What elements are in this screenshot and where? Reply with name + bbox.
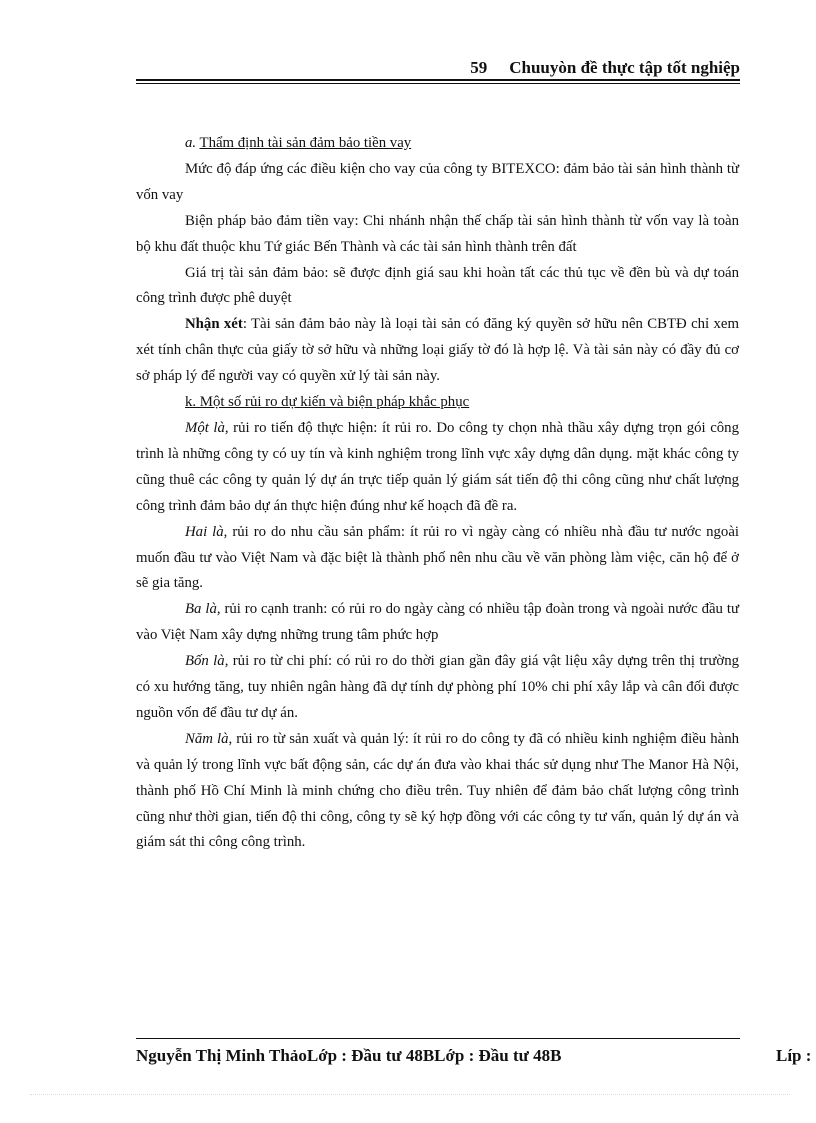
risk-label: Năm là (185, 730, 229, 747)
risk-text: , rủi ro từ chi phí: có rủi ro do thời gian gần đây giá vật liệu xây dựng trên thị trường có xu hướng tăng, tuy nhiên ngân hàng đã dự tính dự phòng phí 10% chi phí xây lắp và cân đối được nguồn vốn để đầu tư dự án. (136, 653, 740, 721)
risk-paragraph (136, 597, 739, 649)
risk-text: , rủi ro từ sản xuất và quản lý: ít rủi ro do công ty đã có nhiều kinh nghiệm điều hành và quản lý trong lĩnh vực bất động sản, các dự án đưa vào khai thác sử dụng như The Manor Hà Nội, thành phố Hồ Chí Minh là minh chứng cho điều trên. Tuy nhiên để đảm bảo chất lượng công trình cũng như thời gian, tiến độ thi công, công ty sẽ ký hợp đồng với các công ty tư vấn, quản lý dự án và giám sát thi công công trình. (136, 730, 739, 851)
footer-right-text: Líp : (776, 1046, 812, 1065)
risk-paragraph (136, 416, 739, 520)
risk-label: Ba là (185, 601, 217, 618)
risk-label: Bốn là (185, 653, 225, 670)
paragraph: Biện pháp bảo đảm tiền vay: Chi nhánh nhận thế chấp tài sản hình thành từ vốn vay là toàn bộ khu đất thuộc khu Tứ giác Bến Thành và các tài sản hình thành trên đất (136, 212, 739, 255)
remark-label: Nhận xét (185, 316, 243, 333)
paragraph: Mức độ đáp ứng các điều kiện cho vay của công ty BITEXCO: đảm bảo tài sản hình thành từ vốn vay (136, 160, 739, 203)
section-a-heading (136, 131, 739, 157)
remark-paragraph (136, 312, 739, 390)
header-title: Chuuyòn đề thực tập tốt nghiệp (509, 58, 740, 77)
section-k-heading (136, 390, 739, 416)
risk-paragraph (136, 727, 739, 857)
risk-text: , rủi ro do nhu cầu sản phẩm: ít rủi ro vì ngày càng có nhiều nhà đầu tư nước ngoài muốn đầu tư vào Việt Nam và đặc biệt là thành phố nên nhu cầu về văn phòng làm việc, căn hộ để ở sẽ gia tăng. (136, 523, 740, 592)
footer-rule (136, 1038, 740, 1039)
risk-text: , rủi ro tiến độ thực hiện: ít rủi ro. Do công ty chọn nhà thầu xây dựng trọn gói công trình là những công ty có uy tín và kinh nghiệm trong lĩnh vực xây dựng dân dụng. mặt khác công ty cũng thuê các công ty quản lý dự án trực tiếp quản lý giám sát tiến độ thi công cũng như chất lượng công trình đảm bảo dự án thực hiện đúng như kế hoạch đã đề ra. (136, 419, 739, 514)
risk-paragraph (136, 649, 739, 727)
page-footer: Nguyễn Thị Minh ThảoLớp : Đầu tư 48BLớp : Đầu tư 48B (136, 1046, 562, 1065)
document-body (136, 131, 739, 856)
section-k-title: k. Một số rủi ro dự kiến và biện pháp khắc phục (185, 394, 470, 411)
header-rule (136, 79, 740, 84)
risk-label: Một là (185, 419, 225, 436)
paragraph: Giá trị tài sản đảm bảo: sẽ được định giá sau khi hoàn tất các thủ tục về đền bù và dự toán công trình được phê duyệt (136, 264, 739, 307)
risk-text: , rủi ro cạnh tranh: có rủi ro do ngày càng có nhiều tập đoàn trong và ngoài nước đầu tư vào Việt Nam xây dựng những trung tâm phức hợp (136, 601, 739, 644)
risk-label: Hai là (185, 523, 224, 540)
page-bottom-divider (30, 1094, 790, 1095)
remark-text: : Tài sản đảm bảo này là loại tài sản có đăng ký quyền sở hữu nên CBTĐ chỉ xem xét tính chân thực của giấy tờ sở hữu và những loại giấy tờ đó là hợp lệ. Và tài sản này có đầy đủ cơ sở pháp lý để người vay có quyền xử lý tài sản này. (136, 316, 740, 385)
risk-paragraph (136, 520, 739, 598)
section-a-label: a. (185, 135, 197, 151)
section-a-title: Thẩm định tài sản đảm bảo tiền vay (199, 135, 412, 151)
page-number: 59 (470, 58, 488, 77)
page-header (136, 58, 740, 78)
